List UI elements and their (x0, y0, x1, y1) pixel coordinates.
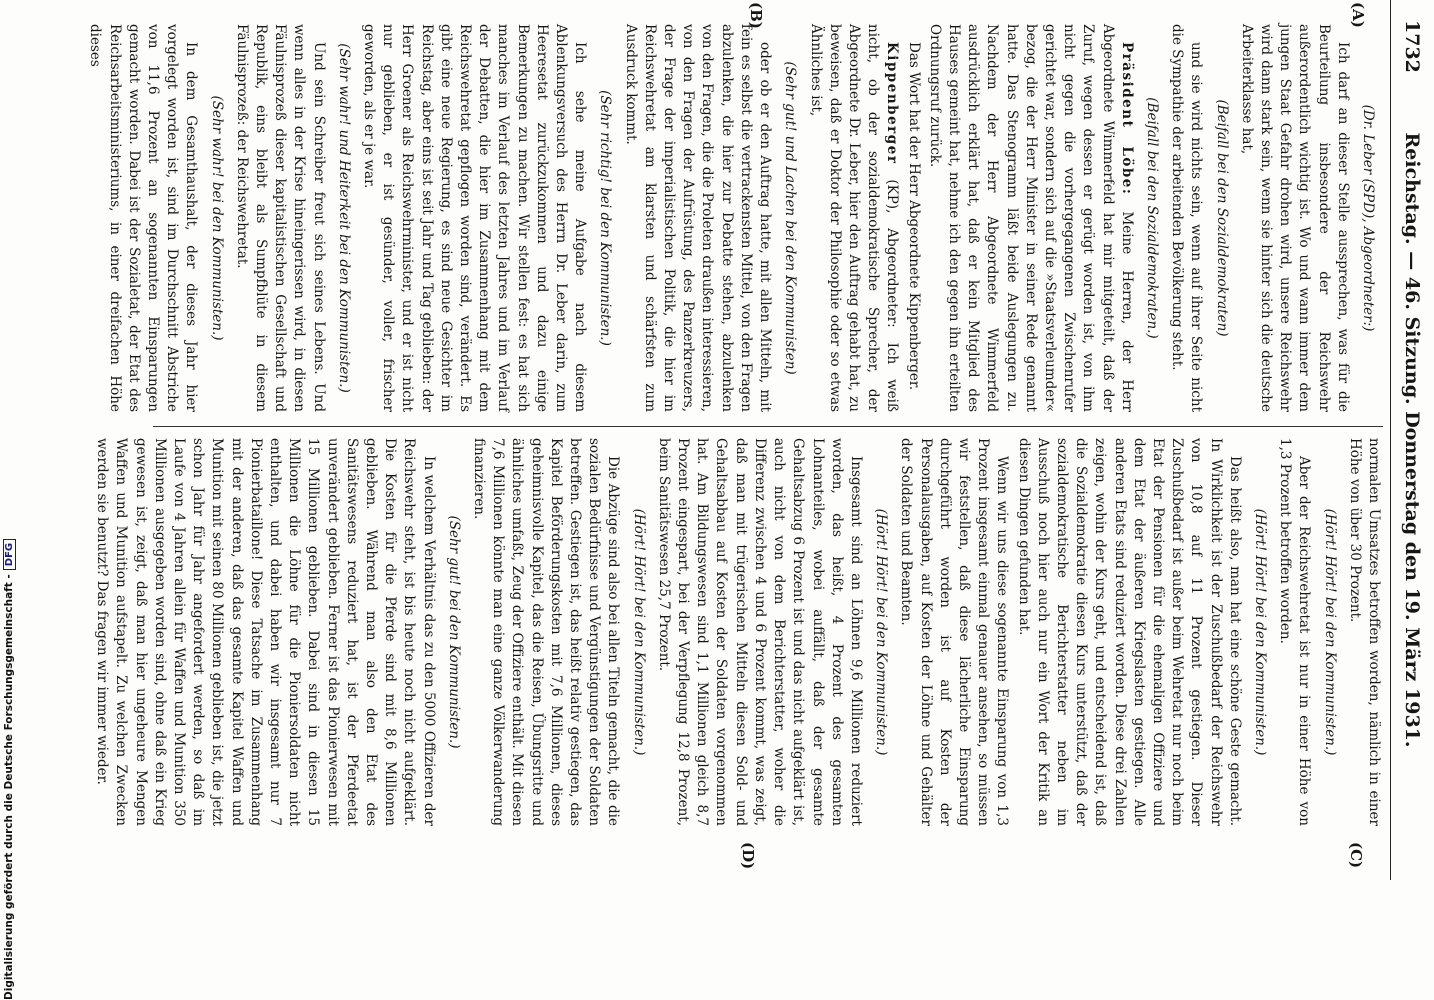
speech-text: (KP), Abgeordneter: Ich weiß nicht, ob der sozialdemokratische Sprecher, der Abgeordnete Dr. Leber, hier den Auftrag gehabt hat, zu beweisen, daß er Doktor der Philosophie oder so etwas Ähnliches ist, (807, 24, 901, 412)
interjection: (Sehr wahr! und Heiterkeit bei den Kommunisten.) (335, 43, 352, 393)
right-column (94, 438, 1383, 826)
paragraph: Die Abzüge sind also bei allen Titeln gemacht, die die sozialen Bedürfnisse und Vergünstigungen der Soldaten betreffen. Gestiegen ist, das heißt relativ gestiegen, das Kapitel Beförderungskosten mit 7,6 Millionen, dieses geheimnisvolle Kapitel, das die Reisen, Übungsritte und ähnliches umfaßt, Zeug der Offiziere enthält. Mit diesen 7,6 Millionen könnte man eine ganze Völkerwanderung finanzieren. (471, 438, 622, 826)
paragraph: Insgesamt sind an Löhnen 9,6 Millionen reduziert worden, das heißt, 4 Prozent des gesamten Lohnanteiles, wobei auffällt, daß der gesamte Gehaltsabzug 6 Prozent ist und das nicht aufgeklärt ist, auch nicht von dem Berichterstatter, woher die Differenz zwischen 4 und 6 Prozent kommt, was zeigt, daß man mit trügerischen Mitteln diesen Sold- und Gehaltsabbau auf Kosten der Soldaten vorgenommen hat. Am Bildungswesen sind 1,1 Millionen gleich 8,7 Prozent eingespart, bei der Verpflegung 12,8 Prozent, beim Sanitätswesen 25,7 Prozent. (655, 438, 864, 826)
interjection: (Hört! Hört! bei den Kommunisten.) (873, 508, 890, 756)
paragraph: Das heißt also, man hat eine schöne Geste gemacht. In Wirklichkeit ist der Zuschußbedarf der Reichswehr von 10,8 auf 11 Prozent gestiegen. Dieser Zuschußbedarf ist außer beim Wehretat nur noch beim Etat der Pensionen für die ehemaligen Offiziere und dem Etat der äußeren Kriegslasten gestiegen. Alle anderen Etats sind reduziert worden. Diese drei Zahlen zeigen, wohin der Kurs geht, und entscheidend ist, daß die Sozialdemokratie diesen Kurs unterstützt, daß der sozialdemokratische Berichterstatter neben im Ausschuß noch hier auch nur ein Wort der Kritik an diesen Dingen gefunden hat. (1015, 438, 1243, 826)
margin-letter-d: (D) (739, 842, 757, 870)
interjection: (Hört! Hört! bei den Kommunisten.) (1321, 508, 1338, 756)
margin-letter-c: (C) (1347, 842, 1365, 869)
page-number: 1732 (1401, 20, 1423, 73)
interjection: (Hört! Hört! bei den Kommunisten.) (1251, 508, 1268, 756)
running-title: Reichstag. — 46. Sitzung. Donnerstag den 19. März 1931. (1401, 132, 1423, 748)
paragraph: normalen Umsatzes betroffen worden, nämlich in einer Höhe von über 30 Prozent. (1346, 438, 1382, 826)
margin-letter-a: (A) (1349, 2, 1367, 28)
interjection: (Sehr wahr! bei den Kommunisten.) (208, 95, 225, 341)
speaker-name: Präsident Löbe: (1118, 42, 1135, 196)
speaker-name: Kippenberger (884, 42, 901, 165)
paragraph: Wenn wir uns diese sogenannte Einsparung von 1,3 Prozent insgesamt einmal genauer ansehen, so müssen wir feststellen, daß diese lächerliche Einsparung durchgeführt worden ist auf Kosten der Personalausgaben, auf Kosten der Löhne und Gehälter der Soldaten und Beamten. (898, 438, 1011, 826)
column-divider (153, 426, 1383, 427)
interjection: (Beifall bei den Sozialdemokraten) (1213, 99, 1230, 337)
interjection: (Sehr richtig! bei den Kommunisten.) (597, 90, 614, 346)
rotated-newspaper-page (87, 0, 1427, 880)
interjection: (Hört! Hört! bei den Kommunisten.) (630, 508, 647, 756)
paragraph: und sie wird nichts sein, wenn auf ihrer Seite nicht die Sympathie der arbeitenden Bevölkerung steht. (1169, 24, 1205, 412)
speech-text: Meine Herren, der Herr Abgeordnete Wimmerfeld hat mir mitgeteilt, daß der Zuruf, wegen dessen er gerügt worden ist, von ihm nicht gegen die vorhergegangenen Zwischenrufer gerichtet war, sondern sich auf die »Staatsverleumder« bezog, die der Herr Minister in seiner Rede genannt hatte. Das Stenogramm läßt beide Auslegungen zu. Nachdem der Herr Abgeordnete Wimmerfeld ausdrücklich erklärt hat, daß er kein Mitglied des Hauses gemeint hat, nehme ich den gegen ihn erteilten Ordnungsruf zurück. (926, 24, 1135, 412)
paragraph (925, 24, 1136, 412)
interjection: (Sehr gut! bei den Kommunisten.) (445, 515, 462, 749)
left-column (87, 24, 1383, 412)
paragraph: Aber der Reichswehretat ist nur in einer Höhe von 1,3 Prozent betroffen worden. (1277, 438, 1313, 826)
digitization-note-text: Digitalisierung gefördert durch die Deutsche Forschungsgemeinschaft - (3, 574, 15, 1000)
paragraph (805, 24, 901, 412)
digitization-note (3, 539, 16, 1000)
paragraph: Ich sehe meine Aufgabe nach diesem Ablenkungsversuch des Herrn Dr. Leber darin, zum Heeresetat zurückzukommen und dazu einige Bemerkungen zu machen. Wir stellen fest: es hat sich manches im Verlauf des letzten Jahres und im Verlauf der Debatten, die hier im Zusammenhang mit dem Reichswehretat gepflogen worden sind, verändert. Es gibt eine neue Regierung, es sind neue Gesichter im Reichstag, aber eins ist seit Jahr und Tag geblieben: der Herr Groener als Reichswehrminister, und er ist nicht nur geblieben, er ist gesünder, voller, frischer geworden, als er je war. (361, 24, 589, 412)
paragraph: Ich darf an dieser Stelle aussprechen, was für die Beurteilung insbesondere der Reichswehr außerordentlich wichtig ist. Wo und wann immer dem jungen Staat Gefahr drohen wird, unsere Reichswehr wird dann stark sein, wenn sie hinter sich die deutsche Arbeiterklasse hat, (1238, 24, 1351, 412)
paragraph: In dem Gesamthaushalt, der dieses Jahr hier vorgelegt worden ist, sind im Durchschnitt Abstriche von 11,6 Prozent an sogenannten Einsparungen gemacht worden. Dabei ist der Sozialetat, der Etat des Reichsarbeitsministeriums, in einer dreifachen Höhe dieses (87, 24, 200, 412)
interjection: (Sehr gut! und Lachen bei den Kommunisten) (782, 61, 799, 375)
paragraph: Das Wort hat der Herr Abgeordnete Kippenberger. (905, 42, 922, 391)
paragraph: Und sein Schreiber freut sich seines Lebens. Und wenn alles in der Krise hineingerissen wird, in diesen Fäulnisprozeß dieser kapitalistischen Gesellschaft und Republik, eins bleibt als Sumpfblüte in diesem Fäulnisprozeß: der Reichswehretat. (233, 24, 327, 412)
paragraph: oder ob er den Auftrag hatte, mit allen Mitteln, mit fein es selbst die vertrackensten Mittel, von den Fragen abzulenken, die hier zur Debatte stehen, abzulenken von den Fragen, die die Proleten draußen interessieren, von den Fragen der Aufrüstung, des Panzerkreuzers, der Frage der imperialistischen Politik, die hier im Reichswehretat am klarsten und schärfsten zum Ausdruck kommt. (622, 24, 774, 412)
interjection: (Beifall bei den Sozialdemokraten.) (1143, 97, 1160, 339)
speaker-continuation: (Dr. Leber (SPD), Abgeordneter:) (1360, 104, 1376, 332)
dfg-logo: DFG (3, 539, 16, 570)
page-header (1390, 0, 1427, 880)
paragraph: In welchem Verhältnis das zu den 5000 Offizieren der Reichswehr steht, ist bis heute noch nicht aufgeklärt. Die Kosten für die Pferde sind mit 8,6 Millionen geblieben. Während man also den Etat des Sanitätswesens reduziert hat, ist der Pferdeetat unverändert geblieben. Ferner ist das Pionierwesen mit 15 Millionen geblieben. Dabei sind in diesen 15 Millionen die Löhne für die Pioniersoldaten nicht enthalten, und dabei haben wir insgesamt nur 7 Pionierbataillone! Diese Tatsache im Zusammenhang mit der anderen, daß das gesamte Kapitel Waffen und Munition mit seinen 80 Millionen geblieben ist, die jetzt schon Jahr für Jahr angefordert werden, so daß im Laufe von 4 Jahren allein für Waffen und Munition 350 Millionen ausgegeben worden sind, ohne daß ein Krieg gewesen ist, zeigt, daß man hier ungeheure Mengen Waffen und Munition aufstapelt. Zu welchen Zwecken werden sie benutzt? Das fragen wir immer wieder. (94, 438, 437, 826)
margin-letter-b: (B) (747, 2, 765, 29)
